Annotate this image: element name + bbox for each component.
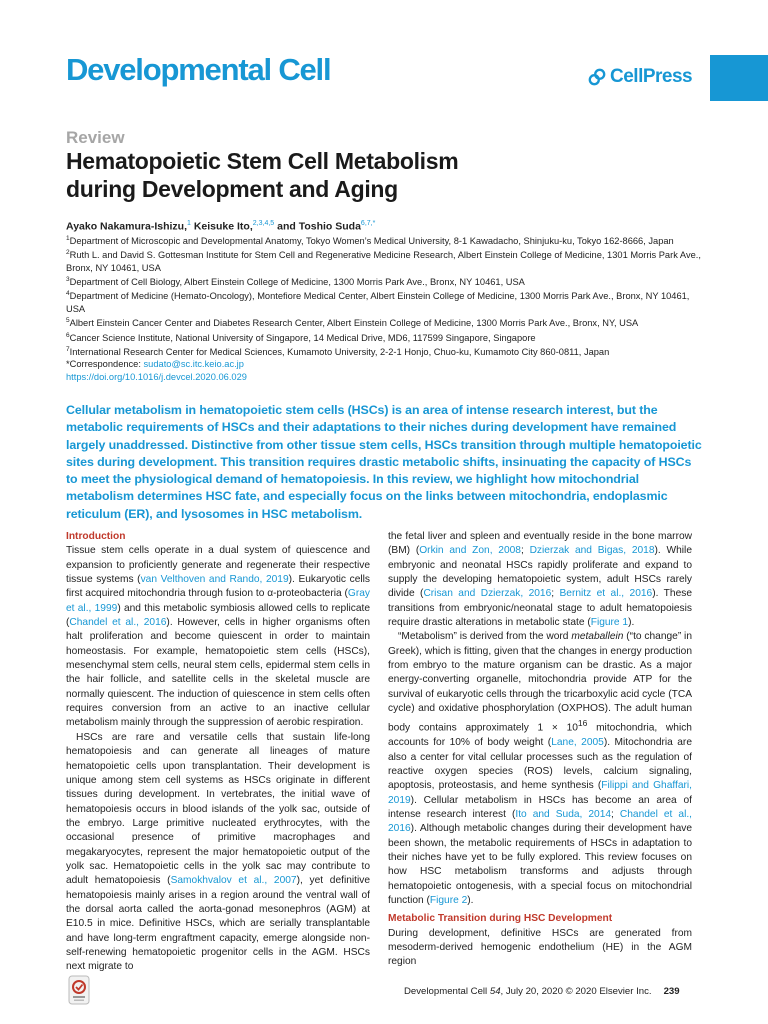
author-sup[interactable]: 2,3,4,5 bbox=[252, 220, 275, 227]
article-section: Review bbox=[66, 128, 125, 147]
page-number: 239 bbox=[663, 986, 680, 997]
paragraph: the fetal liver and spleen and eventually reside in the bone marrow (BM) (Orkin and Zon, 2008; Dzierzak and Bigas, 2018). While embryonic and neonatal HSCs rapidly proliferate and expand to supply the developing hematopoietic system, adult HSCs rarely divide (Crisan and Dzierzak, 2016; Bernitz et al., 2016). These transitions from embryonic/neonatal stage to adult hematopoiesis require drastic alterations in metabolic state (Figure 1). bbox=[388, 531, 692, 629]
citation-link[interactable]: Lane, 2005 bbox=[551, 737, 604, 749]
exponent: 16 bbox=[577, 718, 588, 729]
citation-link[interactable]: Filippi and Ghaffari, 2019 bbox=[388, 780, 692, 806]
footer-date-copyright: , July 20, 2020 © 2020 Elsevier Inc. bbox=[500, 986, 652, 997]
body-column-left bbox=[66, 530, 370, 975]
affiliation: $^4$Department of Medicine (Hemato-Oncology), Montefiore Medical Center, Albert Einstein College of Medicine, 1300 Morris Park Ave., Bronx, NY 10461, USA bbox=[66, 290, 690, 314]
check-for-updates-icon[interactable] bbox=[68, 975, 90, 1005]
article-title bbox=[66, 147, 458, 203]
citation-link[interactable]: Chandel et al., 2016 bbox=[388, 808, 692, 835]
author-name: Ayako Nakamura-Ishizu, bbox=[66, 220, 187, 233]
author-name: Keisuke Ito, bbox=[190, 220, 253, 233]
journal-title: Developmental Cell bbox=[66, 52, 331, 87]
title-line-2: during Development and Aging bbox=[66, 176, 398, 202]
author-name: and Toshio Suda bbox=[274, 220, 361, 233]
citation-link[interactable]: Figure 1 bbox=[590, 617, 629, 629]
author-list bbox=[66, 220, 375, 233]
header-accent-block bbox=[710, 55, 768, 101]
section-heading-metabolic-transition: Metabolic Transition during HSC Development bbox=[388, 913, 613, 925]
citation-link[interactable]: Samokhvalov et al., 2007 bbox=[170, 875, 297, 887]
citation-link[interactable]: Orkin and Zon, 2008 bbox=[419, 545, 521, 557]
citation-link[interactable]: Ito and Suda, 2014 bbox=[515, 808, 612, 820]
affiliation: $^5$Albert Einstein Cancer Center and Diabetes Research Center, Albert Einstein College of Medicine, 1300 Morris Park Ave., Bronx, NY, USA bbox=[66, 317, 639, 329]
citation-link[interactable]: van Velthoven and Rando, 2019 bbox=[140, 574, 289, 586]
doi-link[interactable]: https://doi.org/10.1016/j.devcel.2020.06.029 bbox=[66, 371, 247, 382]
body-column-right bbox=[388, 530, 692, 970]
affiliations bbox=[66, 233, 706, 383]
cellpress-logo bbox=[588, 66, 692, 88]
author-sup[interactable]: 1 bbox=[187, 220, 191, 227]
affiliation: $^2$Ruth L. and David S. Gottesman Institute for Stem Cell and Regenerative Medicine Research, Albert Einstein College of Medicine, 1301 Morris Park Ave., Bronx, NY 10461, USA bbox=[66, 249, 701, 273]
italic-term: metaballein bbox=[571, 631, 624, 643]
footer-journal: Developmental Cell bbox=[404, 986, 490, 997]
footer-volume: 54 bbox=[489, 986, 501, 997]
citation-link[interactable]: Gray et al., 1999 bbox=[66, 588, 370, 614]
affiliation: $^1$Department of Microscopic and Developmental Anatomy, Tokyo Women’s Medical University, 8-1 Kawadacho, Shinjuku-ku, Tokyo 162-8666, Japan bbox=[66, 235, 674, 247]
citation-link[interactable]: Crisan and Dzierzak, 2016 bbox=[423, 588, 552, 600]
paragraph: HSCs are rare and versatile cells that sustain life-long hematopoiesis and can generate all lineages of mature hematopoietic cells upon transplantation. Their development is unique among stem cell systems as HSCs originate in different tissues during development. In vertebrates, the initial wave of hematopoiesis occurs in blood islands of the yolk sac, outside of the embryo. Large primitive nucleated erythrocytes, with the occasional presence of primitive macrophages and megakaryocytes, represent the major hematopoietic output of the yolk sac. Hematopoietic cells in the yolk sac may contribute to adult hematopoiesis (Samokhvalov et al., 2007), yet definitive hematopoiesis mainly arises in a region around the ventral wall of the dorsal aorta called the aorta-gonad mesonephros (AGM) at E10.5 in mice. Definitive HSCs, which are serially transplantable and have long-term engraftment capacity, emerge alongside non-self-renewing hematopoietic progenitor cells in the AGM. HSCs next migrate to bbox=[66, 731, 370, 973]
section-heading-introduction: Introduction bbox=[66, 531, 126, 542]
affiliation: $^7$International Research Center for Medical Sciences, Kumamoto University, 2-2-1 Honjo, Chuo-ku, Kumamoto City 860-0811, Japan bbox=[66, 345, 610, 358]
doi bbox=[66, 371, 706, 383]
abstract: Cellular metabolism in hematopoietic stem cells (HSCs) is an area of intense research interest, but the metabolic requirements of HSCs and their adaptations to their niches during development have remained largely unaddressed. Distinctive from other tissue stem cells, HSCs transition through multiple hematopoietic sites during development. This transition requires drastic metabolic shifts, insinuating the capacity of HSCs to meet the physiological demand of hematopoiesis. In this review, we highlight how mitochondrial metabolism determines HSC fate, and especially focus on the links between mitochondria, endoplasmic reticulum (ER), and lysosomes in HSC metabolism. bbox=[66, 403, 702, 521]
page-footer bbox=[404, 986, 680, 997]
paragraph: During development, definitive HSCs are generated from mesoderm-derived hemogenic endothelium (HE) in the AGM region bbox=[388, 927, 692, 968]
affiliation: $^3$Department of Cell Biology, Albert Einstein College of Medicine, 1300 Morris Park Ave., Bronx, NY 10461, USA bbox=[66, 276, 525, 288]
publisher-name: CellPress bbox=[610, 66, 693, 87]
citation-link[interactable]: Bernitz et al., 2016 bbox=[559, 588, 653, 600]
citation-link[interactable]: Figure 2 bbox=[429, 894, 468, 906]
correspondence-email-link[interactable]: sudato@sc.itc.keio.ac.jp bbox=[143, 359, 244, 370]
paragraph: “Metabolism” is derived from the word metaballein (“to change” in Greek), which is fitting, given that the changes in energy production from embryo to the mature organism can be drastic. As a major energy-converting organelle, mitochondria provide ATP for the survival of eukaryotic cells through the tricarboxylic acid cycle (TCA cycle) and oxidative phosphorylation (OXPHOS). The adult human body contains approximately $1 \times 10^{16}$ mitochondria, which accounts for 10% of body weight (Lane, 2005). Mitochondria are also a center for vital cellular processes such as the regulation of reactive oxygen species (ROS) levels, calcium signaling, apoptosis, proteostasis, and heme synthesis (Filippi and Ghaffari, 2019). Cellular metabolism in HSCs has become an area of intense research interest (Ito and Suda, 2014; Chandel et al., 2016). Although metabolic changes during their development have been shown, the metabolic requirements of HSCs in adaptation to their niches have yet to be fully explored. This review focuses on how HSC metabolism transforms and adjusts through hematopoietic ontogenesis, with a special focus on mitochondrial function (Figure 2). bbox=[388, 631, 692, 906]
correspondence: *Correspondence: sudato@sc.itc.keio.ac.jp bbox=[66, 359, 244, 370]
citation-link[interactable]: Dzierzak and Bigas, 2018 bbox=[529, 545, 655, 557]
paragraph: Tissue stem cells operate in a dual system of quiescence and expansion to proficiently generate and regenerate their respective tissue systems (van Velthoven and Rando, 2019). Eukaryotic cells first acquired mitochondria through fusion to α-proteobacteria (Gray et al., 1999) and this metabolic symbiosis allowed cells to replicate (Chandel et al., 2016). However, cells in higher organisms often halt proliferation and become quiescent in order to maintain homeostasis. For example, hematopoietic stem cells (HSCs), mesenchymal stem cells, neural stem cells, epidermal stem cells in the hair follicle, and satellite cells in the skeletal muscle are normally quiescent. The induction of quiescence in stem cells often requires conversion from an active to an inactive cellular metabolism mainly through the suppression of aerobic respiration. bbox=[66, 545, 370, 729]
citation-link[interactable]: Chandel et al., 2016 bbox=[69, 617, 167, 629]
title-line-1: Hematopoietic Stem Cell Metabolism bbox=[66, 148, 459, 174]
affiliation: $^6$Cancer Science Institute, National University of Singapore, 14 Medical Drive, MD6, 117599 Singapore, Singapore bbox=[66, 331, 536, 343]
author-sup[interactable]: 6,7,* bbox=[360, 220, 376, 227]
cellpress-icon bbox=[588, 68, 606, 86]
